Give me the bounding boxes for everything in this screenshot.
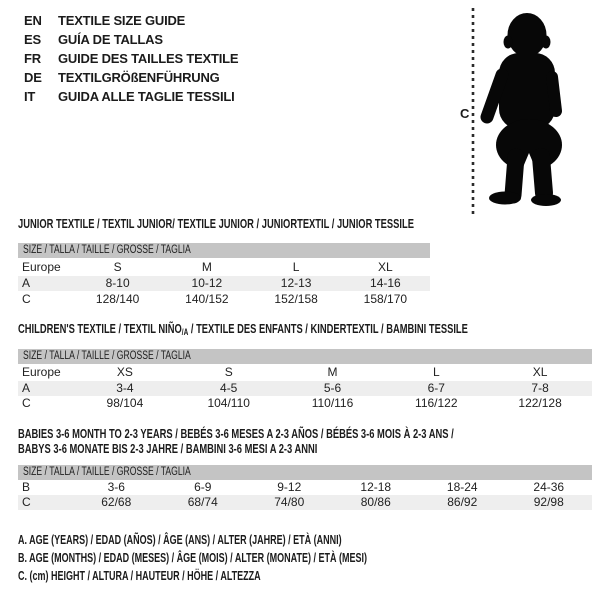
language-row-en [24, 11, 238, 30]
table-row [18, 396, 592, 411]
cell: 8-10 [105, 276, 130, 290]
size-header-bar: SIZE / TALLA / TAILLE / GRÖSSE / TAGLIA [18, 243, 430, 258]
cell: S [224, 365, 233, 379]
row-label: A [22, 381, 31, 395]
babies-size-table [18, 465, 592, 510]
footnotes [18, 531, 503, 585]
footnote-b: B. AGE (MONTHS) / EDAD (MESES) / ÂGE (MOIS) / ALTER (MONATE) / ETÀ (MESI) [18, 551, 367, 565]
cell: 128/140 [95, 292, 140, 306]
row-label: B [22, 480, 31, 494]
cell: 4-5 [220, 381, 238, 395]
cell: 6-7 [427, 381, 445, 395]
cell: 62/68 [101, 495, 132, 509]
language-code: IT [24, 89, 36, 104]
cell: 7-8 [531, 381, 549, 395]
language-label: TEXTILGRÖßENFÜHRUNG [58, 70, 220, 85]
cell: 80/86 [360, 495, 391, 509]
section-title-babies-line2: BABYS 3-6 MONATE BIS 2-3 JAHRE / BAMBINI 3-6 MESI A 2-3 ANNI [18, 441, 318, 456]
cell: 98/104 [106, 396, 144, 410]
cell: 9-12 [277, 480, 302, 494]
cell: 152/158 [274, 292, 318, 306]
cell: 104/110 [207, 396, 250, 410]
cell: 14-16 [370, 276, 401, 290]
table-row [18, 291, 430, 307]
table-row [18, 480, 592, 495]
cell: XL [378, 260, 393, 274]
language-code: DE [24, 70, 42, 85]
size-header-bar: SIZE / TALLA / TAILLE / GRÖSSE / TAGLIA [18, 465, 592, 480]
cell: 12-18 [360, 480, 392, 494]
cell: 122/128 [518, 396, 562, 410]
cell: M [201, 260, 212, 274]
cell: 86/92 [447, 495, 478, 509]
section-babies-textile [18, 426, 592, 510]
children-size-table [18, 349, 592, 411]
section-junior-textile [18, 216, 592, 307]
row-label: C [22, 292, 31, 306]
cell: 12-13 [280, 276, 312, 290]
row-label: A [22, 276, 31, 290]
row-label: Europe [22, 365, 61, 379]
cell: XS [116, 365, 133, 379]
language-row-es [24, 30, 238, 49]
height-measure-label: C [460, 106, 470, 121]
cell: L [292, 260, 300, 274]
cell: 10-12 [191, 276, 223, 290]
row-label: C [22, 495, 31, 509]
size-header-bar: SIZE / TALLA / TAILLE / GRÖSSE / TAGLIA [18, 349, 592, 364]
cell: 92/98 [533, 495, 564, 509]
table-row [18, 381, 592, 396]
language-row-de [24, 68, 238, 87]
cell: 140/152 [185, 292, 229, 306]
section-title-babies-line1: BABIES 3-6 MONTH TO 2-3 YEARS / BEBÉS 3-6 MESES A 2-3 AÑOS / BÉBÉS 3-6 MOIS À 2-3 ANS / [18, 426, 454, 441]
cell: 116/122 [415, 396, 458, 410]
dotted-height-line-icon [471, 8, 475, 215]
cell: XL [532, 365, 548, 379]
row-label: Europe [22, 260, 61, 274]
footnote-a: A. AGE (YEARS) / EDAD (AÑOS) / ÂGE (ANS) / ALTER (JAHRE) / ETÀ (ANNI) [18, 533, 342, 547]
junior-size-table [18, 243, 430, 307]
table-row [18, 364, 592, 381]
cell: L [432, 365, 440, 379]
cell: M [327, 365, 338, 379]
baby-figure [452, 5, 592, 217]
baby-silhouette-icon [478, 9, 570, 207]
section-childrens-textile [18, 321, 592, 411]
row-label: C [22, 396, 31, 410]
cell: 3-4 [116, 381, 134, 395]
table-row [18, 495, 592, 510]
language-label: GUIDA ALLE TAGLIE TESSILI [58, 89, 235, 104]
cell: 5-6 [323, 381, 342, 395]
cell: 18-24 [446, 480, 478, 494]
language-code: ES [24, 32, 41, 47]
language-row-fr [24, 49, 238, 68]
cell: 158/170 [363, 292, 408, 306]
cell: 110/116 [311, 396, 354, 410]
language-label: TEXTILE SIZE GUIDE [58, 13, 186, 28]
footnote-c: C. (cm) HEIGHT / ALTURA / HAUTEUR / HÖHE / ALTEZZA [18, 569, 261, 583]
section-title-children: CHILDREN'S TEXTILE / TEXTIL NIÑO/A / TEXTILE DES ENFANTS / KINDERTEXTIL / BAMBINI TESSILE [18, 321, 468, 337]
cell: 6-9 [194, 480, 212, 494]
cell: S [113, 260, 122, 274]
language-label: GUIDE DES TAILLES TEXTILE [58, 51, 239, 66]
cell: 74/80 [274, 495, 305, 509]
language-label: GUÍA DE TALLAS [58, 32, 163, 47]
cell: 24-36 [533, 480, 565, 494]
language-code: EN [24, 13, 42, 28]
section-title-junior: JUNIOR TEXTILE / TEXTIL JUNIOR/ TEXTILE JUNIOR / JUNIORTEXTIL / JUNIOR TESSILE [18, 216, 414, 231]
language-row-it [24, 87, 238, 106]
table-row [18, 276, 430, 291]
cell: 3-6 [107, 480, 125, 494]
title-subscript: /A [181, 327, 189, 337]
table-row [18, 258, 430, 276]
language-code: FR [24, 51, 41, 66]
cell: 68/74 [187, 495, 218, 509]
language-list [24, 11, 238, 106]
